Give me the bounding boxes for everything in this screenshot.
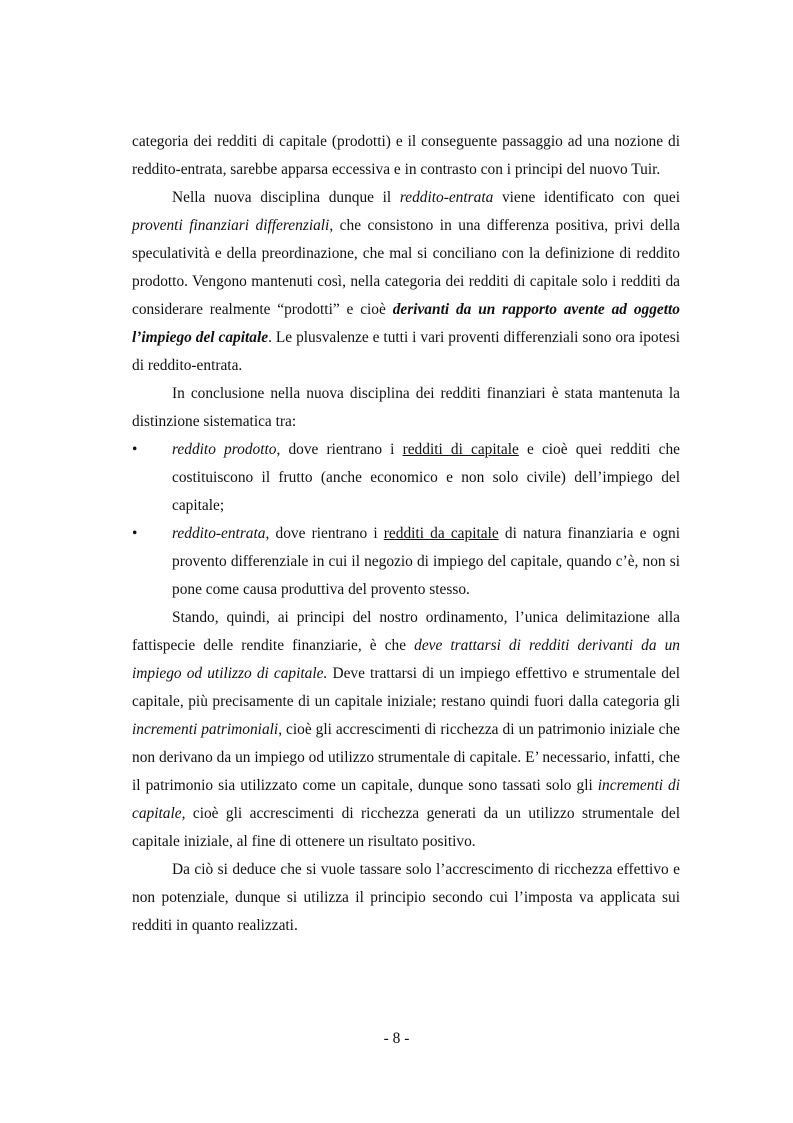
text-run: , dove rientrano i	[265, 525, 384, 542]
text-run: , cioè gli accrescimenti di ricchezza di un patrimonio iniziale che non derivano da un impiego od utilizzo strumentale di capitale. E’ necessario, infatti, che il patrimonio sia utilizzato come un capitale, dunque sono tassati solo gli	[132, 721, 680, 794]
page-number: - 8 -	[383, 1030, 410, 1047]
paragraph	[132, 128, 680, 184]
text-run: reddito-entrata	[399, 189, 494, 206]
body-text	[132, 128, 680, 940]
paragraph-group	[132, 128, 680, 436]
text-run: , che consistono in una differenza positiva, privi della speculatività e della preordinazione, che mal si conciliano con la definizione di reddito prodotto. Vengono mantenuti così, nella categoria dei redditi di capitale solo i redditi da considerare realmente “prodotti” e cioè	[132, 217, 680, 318]
text-run: Stando, quindi, ai principi del nostro ordinamento, l’unica delimitazione alla fattispecie delle rendite finanziarie, è che	[132, 609, 680, 654]
text-run: redditi da capitale	[383, 525, 499, 542]
paragraph	[132, 380, 680, 436]
text-run: Da ciò si deduce che si vuole tassare solo l’accrescimento di ricchezza effettivo e non potenziale, dunque si utilizza il principio secondo cui l’imposta va applicata sui redditi in quanto realizzati.	[132, 861, 680, 934]
text-run: In conclusione nella nuova disciplina dei redditi finanziari è stata mantenuta la distinzione sistematica tra:	[132, 385, 680, 430]
text-run: reddito-entrata	[172, 525, 266, 542]
paragraph	[132, 184, 680, 380]
bullet-list	[132, 436, 680, 604]
paragraph	[132, 604, 680, 856]
text-run: , dove rientrano i	[276, 441, 403, 458]
paragraph-group	[132, 604, 680, 940]
text-run: viene identificato con quei	[493, 189, 680, 206]
paragraph	[132, 856, 680, 940]
text-run: Nella nuova disciplina dunque il	[172, 189, 400, 206]
text-run: incrementi di capitale	[132, 777, 680, 822]
text-run: di natura finanziaria e ogni provento differenziale in cui il negozio di impiego del capitale, quando c’è, non si pone come causa produttiva del provento stesso.	[172, 525, 681, 598]
text-run: categoria dei redditi di capitale (prodotti) e il conseguente passaggio ad una nozione di reddito-entrata, sarebbe apparsa eccessiva e in contrasto con i principi del nuovo Tuir.	[132, 133, 680, 178]
text-run: proventi finanziari differenziali	[132, 217, 330, 234]
text-run: e cioè quei redditi che costituiscono il frutto (anche economico e non solo civile) dell’impiego del capitale;	[172, 441, 681, 514]
list-item	[132, 520, 680, 604]
bullet-marker: •	[132, 525, 138, 542]
text-run: Deve trattarsi di un impiego effettivo e strumentale del capitale, più precisamente di un capitale iniziale; restano quindi fuori dalla categoria gli	[132, 665, 681, 710]
text-run: reddito prodotto	[172, 441, 277, 458]
text-run: redditi di capitale	[402, 441, 519, 458]
text-run: , cioè gli accrescimenti di ricchezza generati da un utilizzo strumentale del capitale iniziale, al fine di ottenere un risultato positivo.	[132, 805, 680, 850]
text-run: . Le plusvalenze e tutti i vari proventi differenziali sono ora ipotesi di reddito-entrata.	[132, 329, 680, 374]
list-item	[132, 436, 680, 520]
text-run: deve trattarsi di redditi derivanti da un impiego od utilizzo di capitale.	[132, 637, 680, 682]
text-run: incrementi patrimoniali	[132, 721, 279, 738]
text-run: derivanti da un rapporto avente ad oggetto l’impiego del capitale	[132, 301, 680, 346]
bullet-marker: •	[132, 441, 138, 458]
